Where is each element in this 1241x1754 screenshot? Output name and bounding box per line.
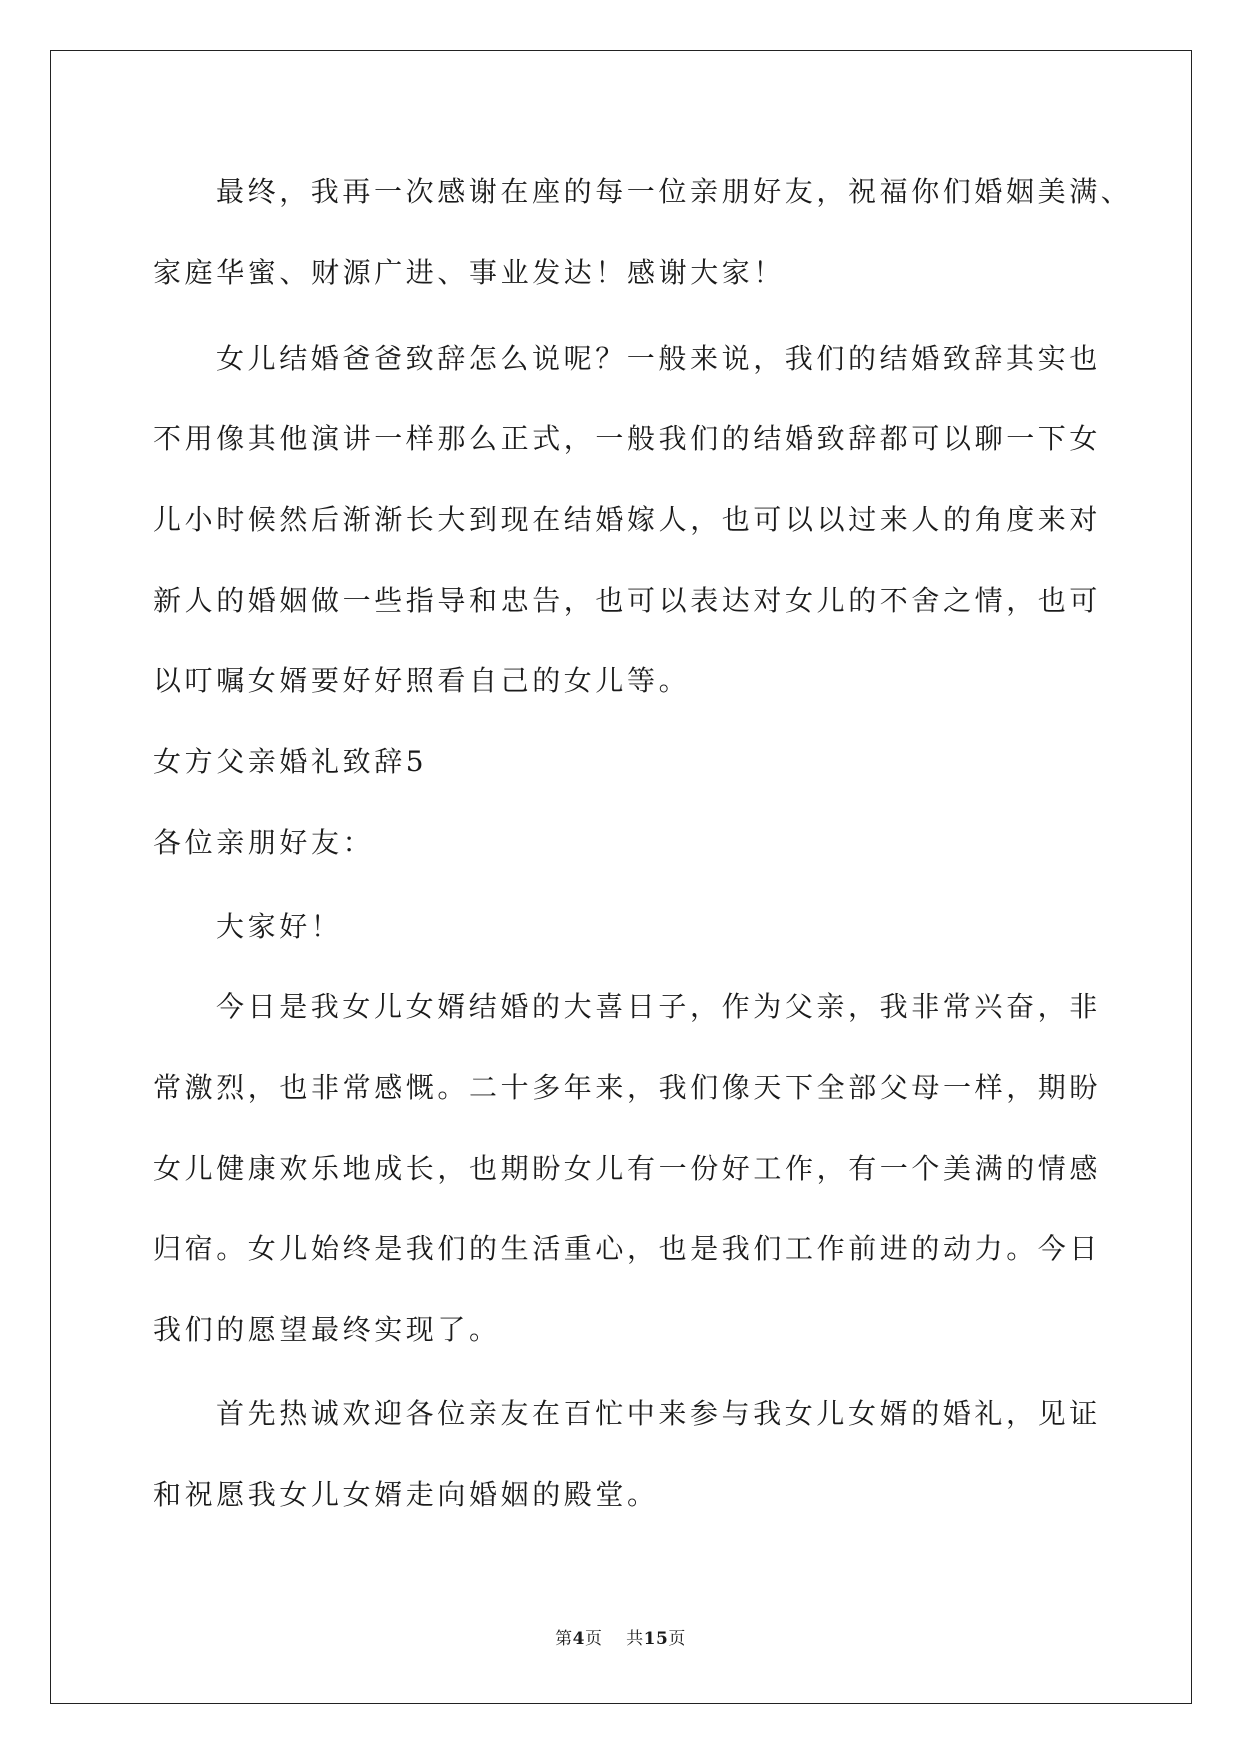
current-page-number: 4	[572, 1629, 586, 1649]
footer-page-word: 页	[585, 1629, 603, 1649]
text-line: 我们的愿望最终实现了。	[153, 1313, 501, 1346]
text-line: 儿小时候然后渐渐长大到现在结婚嫁人，也可以以过来人的角度来对	[153, 503, 1102, 536]
text-line: 女儿健康欢乐地成长，也期盼女儿有一份好工作，有一个美满的情感	[153, 1152, 1102, 1185]
text-line: 以叮嘱女婿要好好照看自己的女儿等。	[153, 664, 691, 697]
text-line: 新人的婚姻做一些指导和忠告，也可以表达对女儿的不舍之情，也可	[153, 584, 1102, 617]
page-border	[50, 50, 1192, 1704]
text-line: 首先热诚欢迎各位亲友在百忙中来参与我女儿女婿的婚礼，见证	[216, 1397, 1101, 1430]
greeting: 大家好！	[216, 910, 343, 943]
section-heading: 女方父亲婚礼致辞5	[153, 745, 428, 778]
text-line: 归宿。女儿始终是我们的生活重心，也是我们工作前进的动力。今日	[153, 1232, 1102, 1265]
salutation: 各位亲朋好友：	[153, 826, 375, 859]
footer-total-prefix: 共	[626, 1629, 644, 1649]
page-footer	[0, 1624, 1241, 1649]
text-line: 家庭华蜜、财源广进、事业发达！感谢大家！	[153, 256, 786, 289]
text-line: 不用像其他演讲一样那么正式，一般我们的结婚致辞都可以聊一下女	[153, 422, 1102, 455]
text-line: 和祝愿我女儿女婿走向婚姻的殿堂。	[153, 1478, 659, 1511]
text-line: 最终，我再一次感谢在座的每一位亲朋好友，祝福你们婚姻美满、	[216, 175, 1133, 208]
footer-total-suffix: 页	[668, 1629, 686, 1649]
total-pages-number: 15	[643, 1629, 669, 1649]
text-line: 今日是我女儿女婿结婚的大喜日子，作为父亲，我非常兴奋，非	[216, 990, 1101, 1023]
text-line: 女儿结婚爸爸致辞怎么说呢？一般来说，我们的结婚致辞其实也	[216, 342, 1101, 375]
footer-prefix: 第	[555, 1629, 573, 1649]
text-line: 常激烈，也非常感慨。二十多年来，我们像天下全部父母一样，期盼	[153, 1071, 1102, 1104]
